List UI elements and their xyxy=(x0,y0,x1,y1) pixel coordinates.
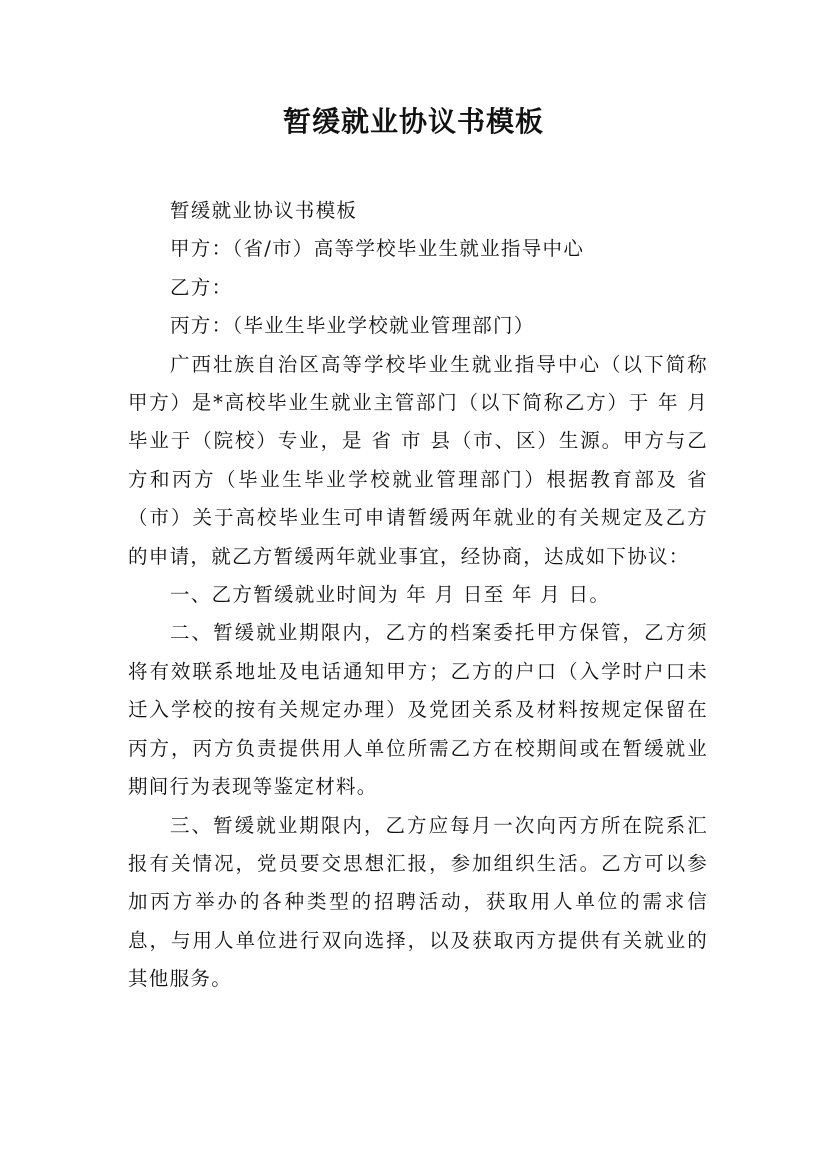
party-b-line: 乙方： xyxy=(170,275,233,299)
intro-paragraph: 广西壮族自治区高等学校毕业生就业指导中心（以下简称甲方）是*高校毕业生就业主管部门（以下简称乙方）于 年 月毕业于（院校）专业，是 省 市 县（市、区）生源。甲方与乙方和丙方（毕业生毕业学校就业管理部门）根据教育部及 省（市）关于高校毕业生可申请暂缓两年就业的有关规定及乙方的申请，就乙方暂缓两年就业事宜，经协商，达成如下协议： xyxy=(128,352,708,568)
document-body xyxy=(128,192,708,999)
party-a-line: 甲方：（省/市）高等学校毕业生就业指导中心 xyxy=(170,237,585,261)
clause-3-paragraph: 三、暂缓就业期限内，乙方应每月一次向丙方所在院系汇报有关情况，党员要交思想汇报，参加组织生活。乙方可以参加丙方举办的各种类型的招聘活动，获取用人单位的需求信息，与用人单位进行双向选择，以及获取丙方提供有关就业的其他服务。 xyxy=(128,813,708,991)
clause-1-paragraph: 一、乙方暂缓就业时间为 年 月 日至 年 月 日。 xyxy=(170,583,611,607)
clause-2-paragraph: 二、暂缓就业期限内，乙方的档案委托甲方保管，乙方须将有效联系地址及电话通知甲方；乙方的户口（入学时户口未迁入学校的按有关规定办理）及党团关系及材料按规定保留在丙方，丙方负责提供用人单位所需乙方在校期间或在暂缓就业期间行为表现等鉴定材料。 xyxy=(128,621,708,799)
party-c-line: 丙方：（毕业生毕业学校就业管理部门） xyxy=(170,314,535,338)
body-heading-paragraph: 暂缓就业协议书模板 xyxy=(170,199,358,222)
document-title: 暂缓就业协议书模板 xyxy=(282,105,544,138)
